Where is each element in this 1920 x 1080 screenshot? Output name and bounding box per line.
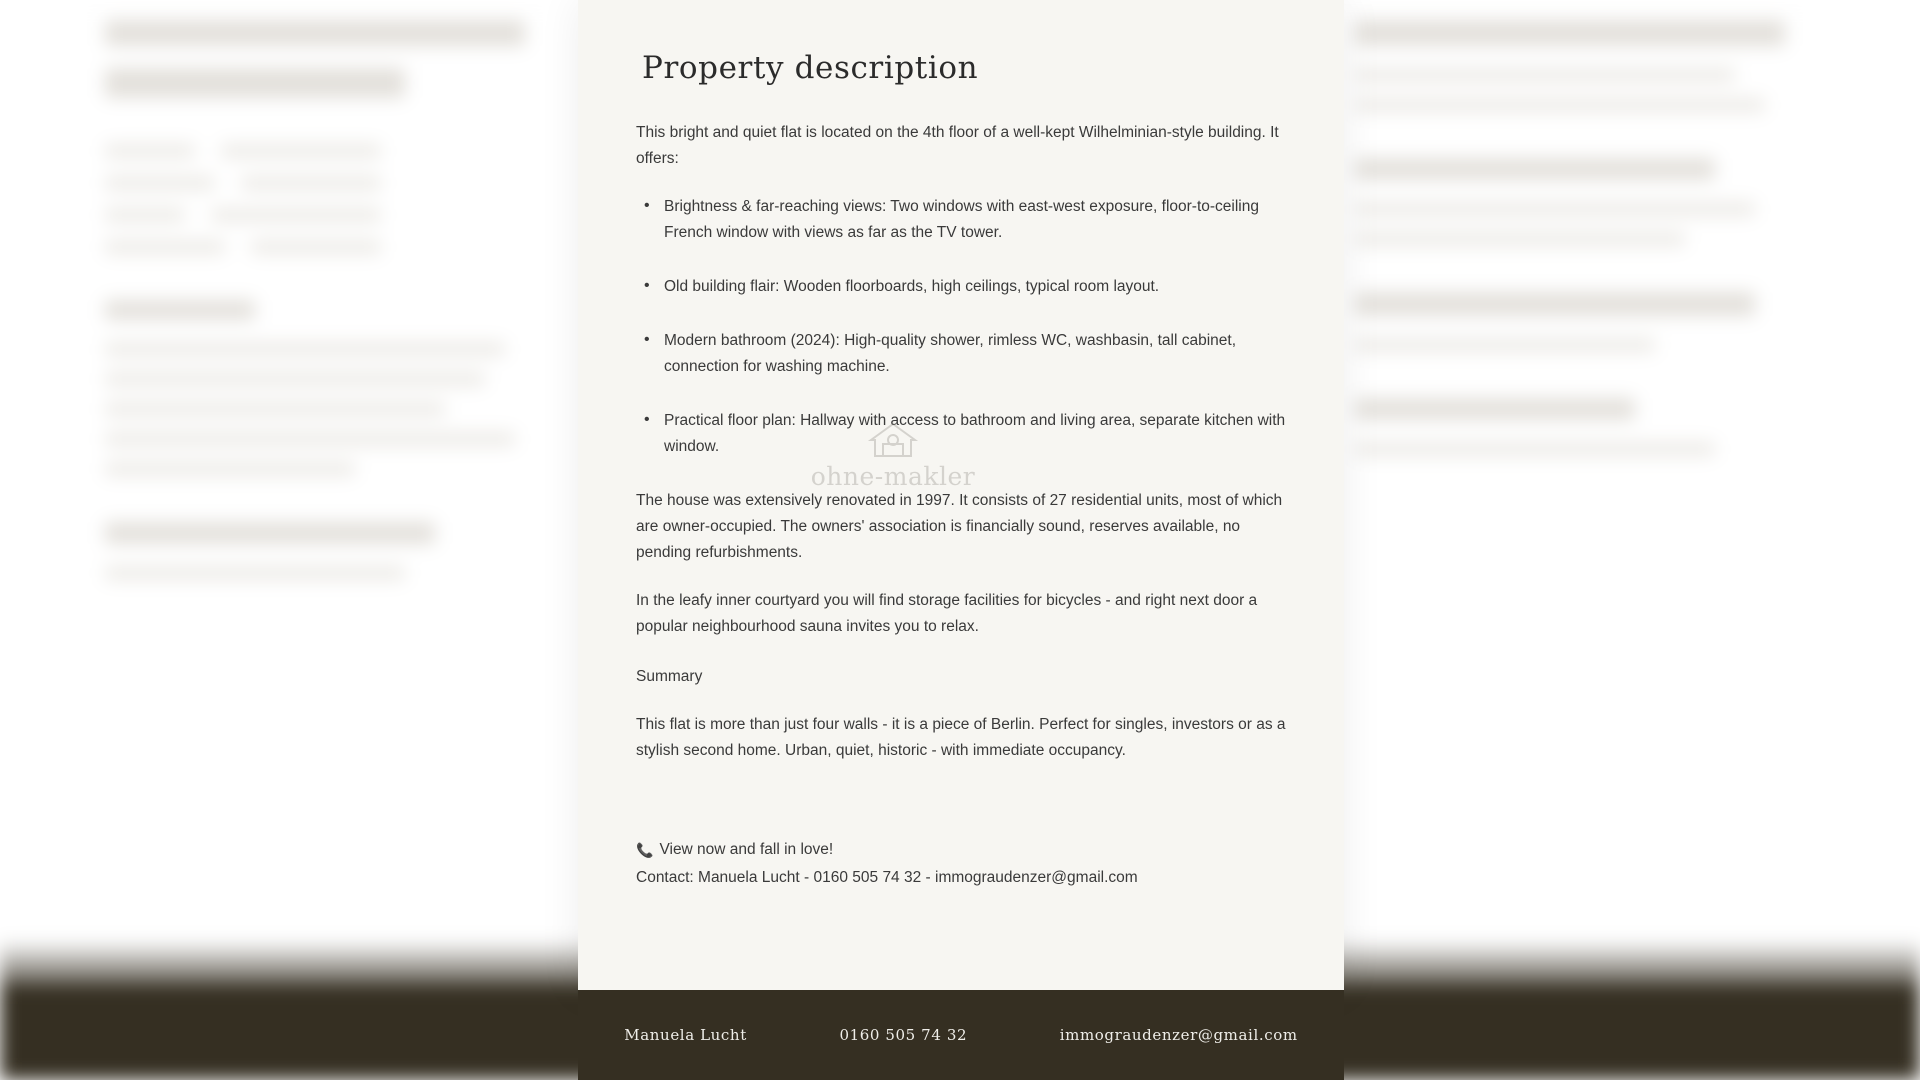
phone-icon: 📞 <box>636 842 654 858</box>
list-item: • Old building flair: Wooden floorboards, high ceilings, typical room layout. <box>636 274 1286 300</box>
contact-details: Contact: Manuela Lucht - 0160 505 74 32 - immograudenzer@gmail.com <box>636 869 1138 886</box>
page-title: Property description <box>642 50 979 86</box>
background-left-column <box>105 20 575 920</box>
background-block <box>1355 292 1825 352</box>
background-block <box>105 20 575 98</box>
feature-list <box>636 194 1286 460</box>
footer-agent-name: Manuela Lucht <box>624 1026 747 1044</box>
viewing-cta <box>636 836 1286 863</box>
background-block <box>1355 158 1825 246</box>
background-row <box>105 144 575 158</box>
list-item: • Practical floor plan: Hallway with access to bathroom and living area, separate kitchen with window. <box>636 408 1286 460</box>
summary-heading: Summary <box>636 668 703 685</box>
property-description-card <box>578 0 1344 990</box>
footer-phone[interactable]: 0160 505 74 32 <box>839 1026 968 1044</box>
background-block <box>105 300 575 476</box>
background-heading <box>105 68 405 98</box>
background-row <box>105 240 575 254</box>
courtyard-paragraph: In the leafy inner courtyard you will find storage facilities for bicycles - and right next door a popular neighbourhood sauna invites you to relax. <box>636 592 1258 635</box>
background-block <box>1355 20 1825 112</box>
footer-email[interactable]: immograudenzer@gmail.com <box>1059 1026 1298 1044</box>
background-row <box>105 208 575 222</box>
building-paragraph-group <box>636 488 1286 640</box>
list-item: • Brightness & far-reaching views: Two windows with east-west exposure, floor-to-ceiling French window with views as far as the TV tower. <box>636 194 1286 246</box>
background-row <box>105 176 575 190</box>
watermark-text: ohne-makler <box>810 462 976 491</box>
summary-paragraph: This flat is more than just four walls - it is a piece of Berlin. Perfect for singles, investors or as a stylish second home. Urban, quiet, historic - with immediate occupancy. <box>636 716 1286 759</box>
background-right-column <box>1355 20 1825 920</box>
contact-block <box>636 836 1286 891</box>
background-block <box>105 144 575 254</box>
footer-bar <box>578 990 1344 1080</box>
building-paragraph: The house was extensively renovated in 1997. It consists of 27 residential units, most of which are owner-occupied. The owners' association is financially sound, reserves available, no pending refurbishments. <box>636 492 1283 561</box>
intro-paragraph: This bright and quiet flat is located on the 4th floor of a well-kept Wilhelminian-style building. It offers: <box>636 124 1279 167</box>
background-block <box>1355 398 1825 456</box>
list-item: • Modern bathroom (2024): High-quality shower, rimless WC, washbasin, tall cabinet, connection for washing machine. <box>636 328 1286 380</box>
viewing-cta-text: View now and fall in love! <box>659 841 834 858</box>
background-block <box>105 522 575 580</box>
background-heading <box>105 20 525 46</box>
